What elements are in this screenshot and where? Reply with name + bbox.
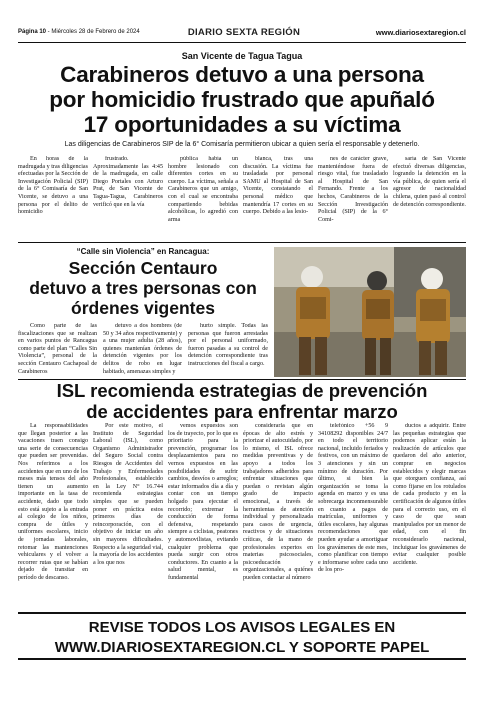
article2-headline <box>18 258 268 318</box>
article1-column: En horas de la madrugada y tras diligencias efectuadas por la Sección de Investigación Policial (SIP) de la 6° Comisaría de San Vicente, se detuvo a una persona por el delito de homicidio <box>18 156 88 216</box>
article2-kicker: “Calle sin Violencia” en Rancagua: <box>76 247 210 256</box>
article1-headline-line: por homicidio frustrado que apuñaló <box>49 87 435 112</box>
article3-headline-line: ISL recomienda estrategias de prevención <box>56 380 428 401</box>
article3-column: vemos expuestos son los de trayecto, por lo que es prioritario para la prevención, programar los desplazamientos para no vernos expuestos en las posibilidades de sufrir cambios, desvíos o arreglos; estar informados día a día y contar con un tiempo holgado para ejecutar el recorrido; extremar la conducción de forma defensiva, respetando siempre a ciclistas, peatones y automovilistas, evitando cualquier problema que pueda surgir con otros conductores. En cuanto a la salud mental, es fundamental <box>168 423 238 581</box>
article1-kicker: San Vicente de Tagua Tagua <box>181 51 303 61</box>
article3-column: telefónico +56 9 34108292 disponibles 24/7 en todo el territorio nacional, incluido feriados y festivos, con un máximo de 3 atenciones y sin un mínimo de duración. Por último, si bien la organización se toma la agenda en marzo y es una sobrecarga inconmensurable en cuanto a pagos de matrículas, uniformes y útiles escolares, hay algunas recomendaciones que pueden ayudar a amortiguar los gravámenes de este mes, como planificar con tiempo e informarse sobre cada uno de los pro- <box>318 423 388 574</box>
article1-column: frustrado. Aproximadamente las 4:45 de la madrugada, en calle Diego Portales con Arturo Prat, de San Vicente de Tagua-Tagua, Carabineros verificó que en la vía <box>93 156 163 208</box>
page-number: Página 10 <box>18 29 47 35</box>
article2-column: detuvo a dos hombres (de 50 y 34 años respectivamente) y a una mujer adulta (28 años), quienes mantenían órdenes de detención vigentes por los delitos de robo en lugar habitado, amenazas simples y <box>103 323 182 375</box>
section-rule <box>18 242 466 243</box>
article3-column: Por este motivo, el Instituto de Seguridad Laboral (ISL), como Organismo Administrador del Seguro Social contra Riesgos de Accidentes del Trabajo y Enfermedades Profesionales, establecido en la Ley N° 16.744 recomienda estrategias simples que se pueden poner en práctica estos primeros días de reincorporación, con el objetivo de iniciar un año sin mayores dificultades. Respecto a la seguridad vial, la mayoría de los accidentes a los que nos <box>93 423 163 566</box>
article1-column: nes de carácter grave, manteniéndose fuera de riesgo vital, fue trasladado al Hospital de San Fernando. Frente a los hechos, Carabineros de la Sección Investigación Policial (SIP) de la 6° Comi- <box>318 156 388 223</box>
article1-deck: Las diligencias de Carabineros SIP de la 6° Comisaría permitieron ubicar a quien sería el responsable y detenerlo. <box>64 141 420 148</box>
page-header <box>18 29 466 41</box>
article2-column: Como parte de las fiscalizaciones que se realizan en varios puntos de Rancagua como parte del plan “Calles Sin Violencia”, personal de la sección Centauro Cachapoal de Carabineros <box>18 323 97 375</box>
article3-column: considerarla que en épocas de alto estrés y priorizar el autocuidado, por lo mismo, el ISL ofrece medidas preventivas y de apoyo a todos los trabajadores adheridos para enfrentar situaciones que puedan o revistan algún grado de impacto emocional, a través de herramientas de atención individual y personalizada para casos de urgencia, reactivos y de situaciones críticas, de la mano de profesionales expertos en materias psicosociales, psicoeducación y organizacionales, a quiénes pueden contactar al número <box>243 423 313 581</box>
article3-body <box>18 423 466 606</box>
newspaper-page <box>18 0 466 713</box>
article1-headline-line: 17 oportunidades a su víctima <box>83 112 401 137</box>
article3-column: ductos a adquirir. Entre las pequeñas estrategias que podemos aplicar están la realización de artículos que quedaron del año anterior, comprar en negocios establecidos y elegir marcas que otorguen confianza, así como fijarse en los rotulados de cada producto y en la certificación de algunos útiles para el correcto uso, en el caso de que sean manipulados por un menor de edad, con el fin reconsiderarlo nacional, incluiguar los gravámenes de evitar cualquier posible accidente. <box>393 423 466 566</box>
article3-headline-line: de accidentes para enfrentar marzo <box>86 401 398 422</box>
article1-headline <box>18 62 466 137</box>
website-link[interactable]: www.diariosextaregion.cl <box>375 28 466 37</box>
article2-headline-line: órdenes vigentes <box>71 298 215 318</box>
article1-headline-line: Carabineros detuvo a una persona <box>60 62 424 87</box>
page-date <box>18 29 140 35</box>
article1-body <box>18 156 466 240</box>
header-rule <box>18 42 466 43</box>
article2-column: hurto simple. Todas las personas que fueron arrestadas por el personal uniformado, fueron pasadas a su control de detención correspondiente tras instrucciones del fiscal a cargo. <box>188 323 268 367</box>
police-officers-image <box>274 247 466 377</box>
article1-column: saría de San Vicente efectuó diversas diligencias, logrando la detención en la vía pública, de quien sería el agresor de nacionalidad chilena, quien pasó al control de detención correspondiente. <box>393 156 466 208</box>
masthead: DIARIO SEXTA REGIÓN <box>187 27 301 38</box>
date-text: - Miércoles 28 de Febrero de 2024 <box>46 29 140 35</box>
article3-column: La responsabilidades que llegan posterior a las vacaciones traen consigo una serie de consecuencias que pueden ser prevenidas. Nos referimos a los accidentes que en uno de los meses más tensos del año tienen un aumento importante en la tasa de accidente, dado que todo esto está sujeto a la entrada al colegio de los niños, compra de útiles y uniformes escolares, inicio de jornadas laborales, retomar las mantenciones vehiculares y el volver a recorrer rutas que se habían dejado de transitar en período de descanso. <box>18 423 88 581</box>
article2-photo <box>274 247 466 377</box>
legal-notice-banner <box>18 612 466 660</box>
article3-headline <box>18 380 466 422</box>
banner-link[interactable]: WWW.DIARIOSEXTAREGION.CL Y SOPORTE PAPEL <box>54 639 430 656</box>
banner-line: REVISE TODOS LOS AVISOS LEGALES EN <box>88 619 396 636</box>
article1-column: pública había un hombre lesionado con diferentes cortes en su cuerpo. La víctima, señala a Carabineros que un amigo, con el cual se encontraba compartiendo bebidas alcohólicas, lo agredió con arma <box>168 156 238 223</box>
article2-headline-line: detuvo a tres personas con <box>29 278 257 298</box>
article2-headline-line: Sección Centauro <box>68 258 218 278</box>
article2-body <box>18 323 268 377</box>
article1-column: blanca, tras una discusión. La víctima fue trasladada por personal SAMU al Hospital de San Vicente, constatando el personal médico que mantendría 17 cortes en su cuerpo. Debido a las lesio- <box>243 156 313 216</box>
